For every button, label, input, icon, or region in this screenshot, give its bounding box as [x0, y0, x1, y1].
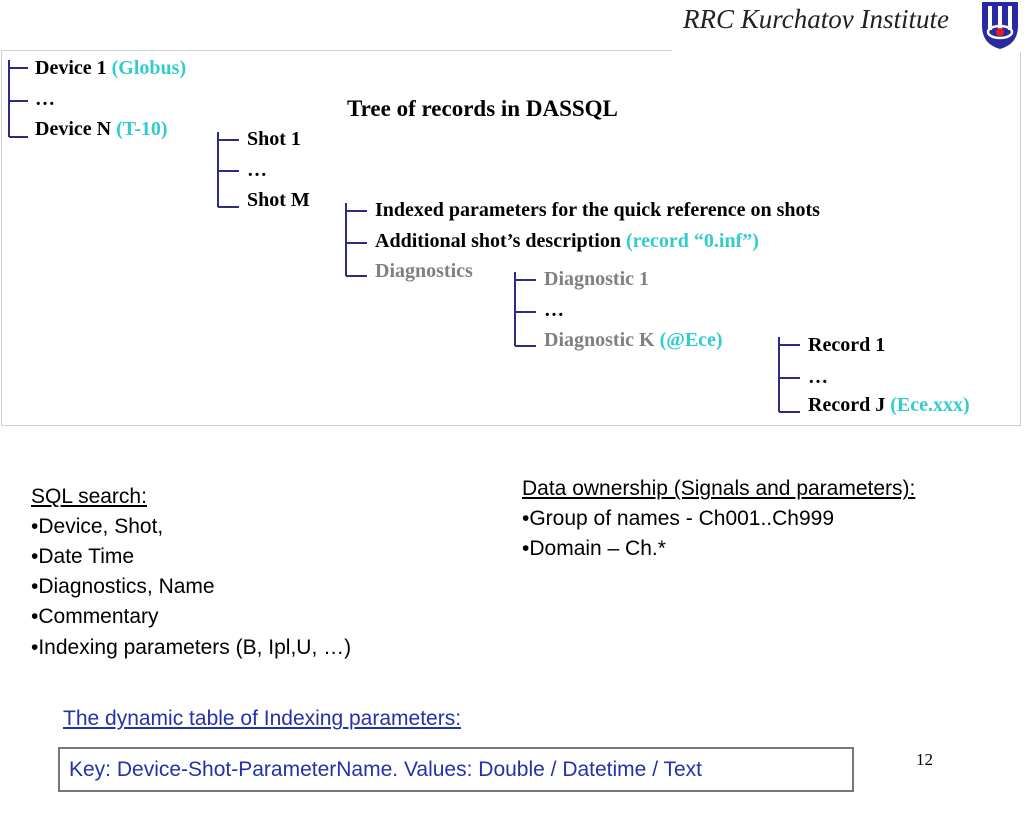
device-label: Device 1 [35, 57, 112, 79]
diagnostic-label: Diagnostic K [544, 329, 660, 351]
key-text: Key: Device-Shot-ParameterName. Values: Double / Datetime / Text [69, 758, 702, 781]
device-1 [35, 57, 186, 80]
ownership-item: •Domain – Ch.* [522, 537, 666, 560]
sql-search-heading: SQL search: [31, 485, 147, 508]
diagnostic-1 [544, 268, 649, 291]
record-ellipsis [808, 366, 828, 389]
diagnostic-alias: (@Ece) [659, 329, 723, 351]
sql-search-item: •Indexing parameters (B, Ipl,U, …) [31, 636, 352, 659]
diagnostic-label: Diagnostic 1 [544, 268, 649, 290]
institute-name: RRC Kurchatov Institute [683, 4, 949, 34]
record-alias: (Ece.xxx) [890, 394, 970, 416]
kurchatov-emblem-icon [980, 0, 1020, 50]
shot-m: Shot M [247, 189, 310, 211]
item-label: Additional shot’s description [375, 230, 626, 252]
page-number: 12 [916, 750, 933, 769]
device-alias: (Globus) [111, 57, 187, 79]
diagnostics-node [375, 260, 473, 283]
record-label: Record J [808, 394, 891, 416]
device-ellipsis [35, 88, 55, 111]
sql-search-item: •Device, Shot, [31, 515, 164, 538]
record-j [808, 394, 970, 417]
indexed-parameters [375, 199, 820, 222]
sql-search-item: •Diagnostics, Name [31, 575, 215, 598]
ownership-item: •Group of names - Ch001..Ch999 [522, 507, 835, 530]
ownership-heading: Data ownership (Signals and parameters): [522, 477, 916, 500]
device-alias: (T-10) [116, 118, 168, 140]
sql-search-item: •Commentary [31, 605, 159, 628]
device-label: … [35, 88, 55, 110]
item-label: Indexed parameters for the quick reference on shots [375, 199, 820, 221]
shot-1: Shot 1 [247, 128, 301, 150]
record-label: … [808, 366, 828, 388]
tree-title: Tree of records in DASSQL [347, 96, 618, 121]
device-label: Device N [35, 118, 117, 140]
additional-description [375, 230, 759, 253]
record-1 [808, 334, 885, 357]
record-label: Record 1 [808, 334, 886, 356]
diagnostic-k [544, 329, 723, 352]
dynamic-table-heading: The dynamic table of Indexing parameters: [63, 707, 462, 730]
diagnostic-label: … [544, 299, 564, 321]
sql-search-item: •Date Time [31, 545, 135, 568]
diagnostic-ellipsis [544, 299, 564, 322]
item-label: Diagnostics [375, 260, 473, 282]
item-alias: (record “0.inf”) [625, 230, 759, 252]
shot-ellipsis: … [247, 159, 267, 181]
device-n [35, 118, 168, 141]
